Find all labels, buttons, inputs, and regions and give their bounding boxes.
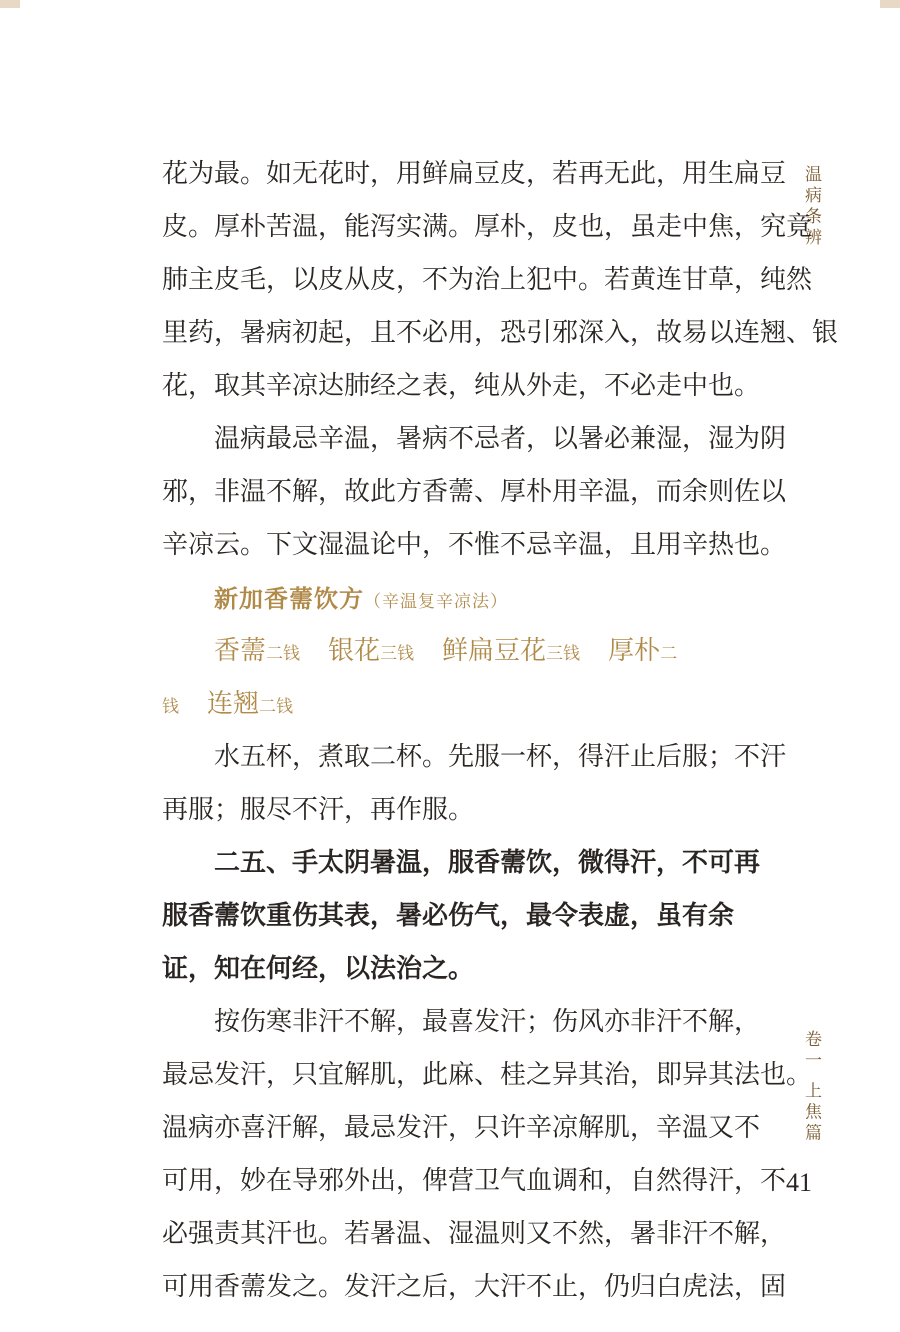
text-line: 水五杯，煮取二杯。先服一杯，得汗止后服；不汗 (214, 742, 787, 772)
ingredient-dose: 三钱 (546, 644, 581, 664)
clause-line: 服香薷饮重伤其表，暑必伤气，最令表虚，虽有余 (162, 901, 735, 931)
recipe-note: （辛温复辛凉法） (364, 592, 508, 612)
ingredient-dose: 三钱 (380, 644, 415, 664)
ingredient-dose: 二钱 (259, 697, 294, 717)
section-title: 卷一 上焦篇 (801, 1030, 821, 1145)
ingredient-name: 厚朴 (608, 636, 661, 666)
text-line: 肺主皮毛，以皮从皮，不为治上犯中。若黄连甘草，纯然 (162, 265, 813, 295)
text-line: 温病最忌辛温，暑病不忌者，以暑必兼湿，湿为阴 (214, 424, 787, 454)
corner-decoration (880, 0, 900, 8)
recipe-title: 新加香薷饮方 (214, 584, 364, 613)
ingredient-line (162, 678, 758, 731)
running-title: 温病条辨 (801, 165, 821, 249)
text-line: 最忌发汗，只宜解肌，此麻、桂之异其治，即异其法也。 (162, 1060, 813, 1090)
text-line: 邪，非温不解，故此方香薷、厚朴用辛温，而余则佐以 (162, 477, 787, 507)
ingredient-name: 连翘 (207, 689, 260, 719)
text-line: 再服；服尽不汗，再作服。 (162, 795, 475, 825)
corner-decoration (0, 0, 20, 8)
ingredient-name: 银花 (328, 636, 381, 666)
ingredient-name: 鲜扁豆花 (442, 636, 547, 666)
text-line: 温病亦喜汗解，最忌发汗，只许辛凉解肌，辛温又不 (162, 1113, 761, 1143)
ingredient-name: 香薷 (214, 636, 267, 666)
clause-line: 证，知在何经，以法治之。 (162, 954, 475, 984)
text-line: 辛凉云。下文湿温论中，不惟不忌辛温，且用辛热也。 (162, 530, 787, 560)
text-line: 里药，暑病初起，且不必用，恐引邪深入，故易以连翘、银 (162, 318, 839, 348)
recipe-heading (162, 572, 758, 625)
ingredient-dose: 钱 (162, 697, 179, 717)
text-line: 按伤寒非汗不解，最喜发汗；伤风亦非汗不解， (214, 1007, 761, 1037)
ingredient-dose: 二钱 (266, 644, 301, 664)
ingredient-dose: 二 (660, 644, 678, 664)
text-line: 皮。厚朴苦温，能泻实满。厚朴，皮也，虽走中焦，究竟 (162, 212, 813, 242)
text-line: 花为最。如无花时，用鲜扁豆皮，若再无此，用生扁豆 (162, 159, 787, 189)
page-number: 41 (786, 1168, 812, 1197)
ingredient-line (162, 625, 758, 678)
text-line: 花，取其辛凉达肺经之表，纯从外走，不必走中也。 (162, 371, 761, 401)
text-line: 可用，妙在导邪外出，俾营卫气血调和，自然得汗，不 (162, 1166, 787, 1196)
text-line: 必强责其汗也。若暑温、湿温则又不然，暑非汗不解， (162, 1219, 787, 1249)
clause-line: 二五、手太阴暑温，服香薷饮，微得汗，不可再 (214, 848, 761, 878)
text-line: 可用香薷发之。发汗之后，大汗不止，仍归白虎法，固 (162, 1272, 787, 1302)
